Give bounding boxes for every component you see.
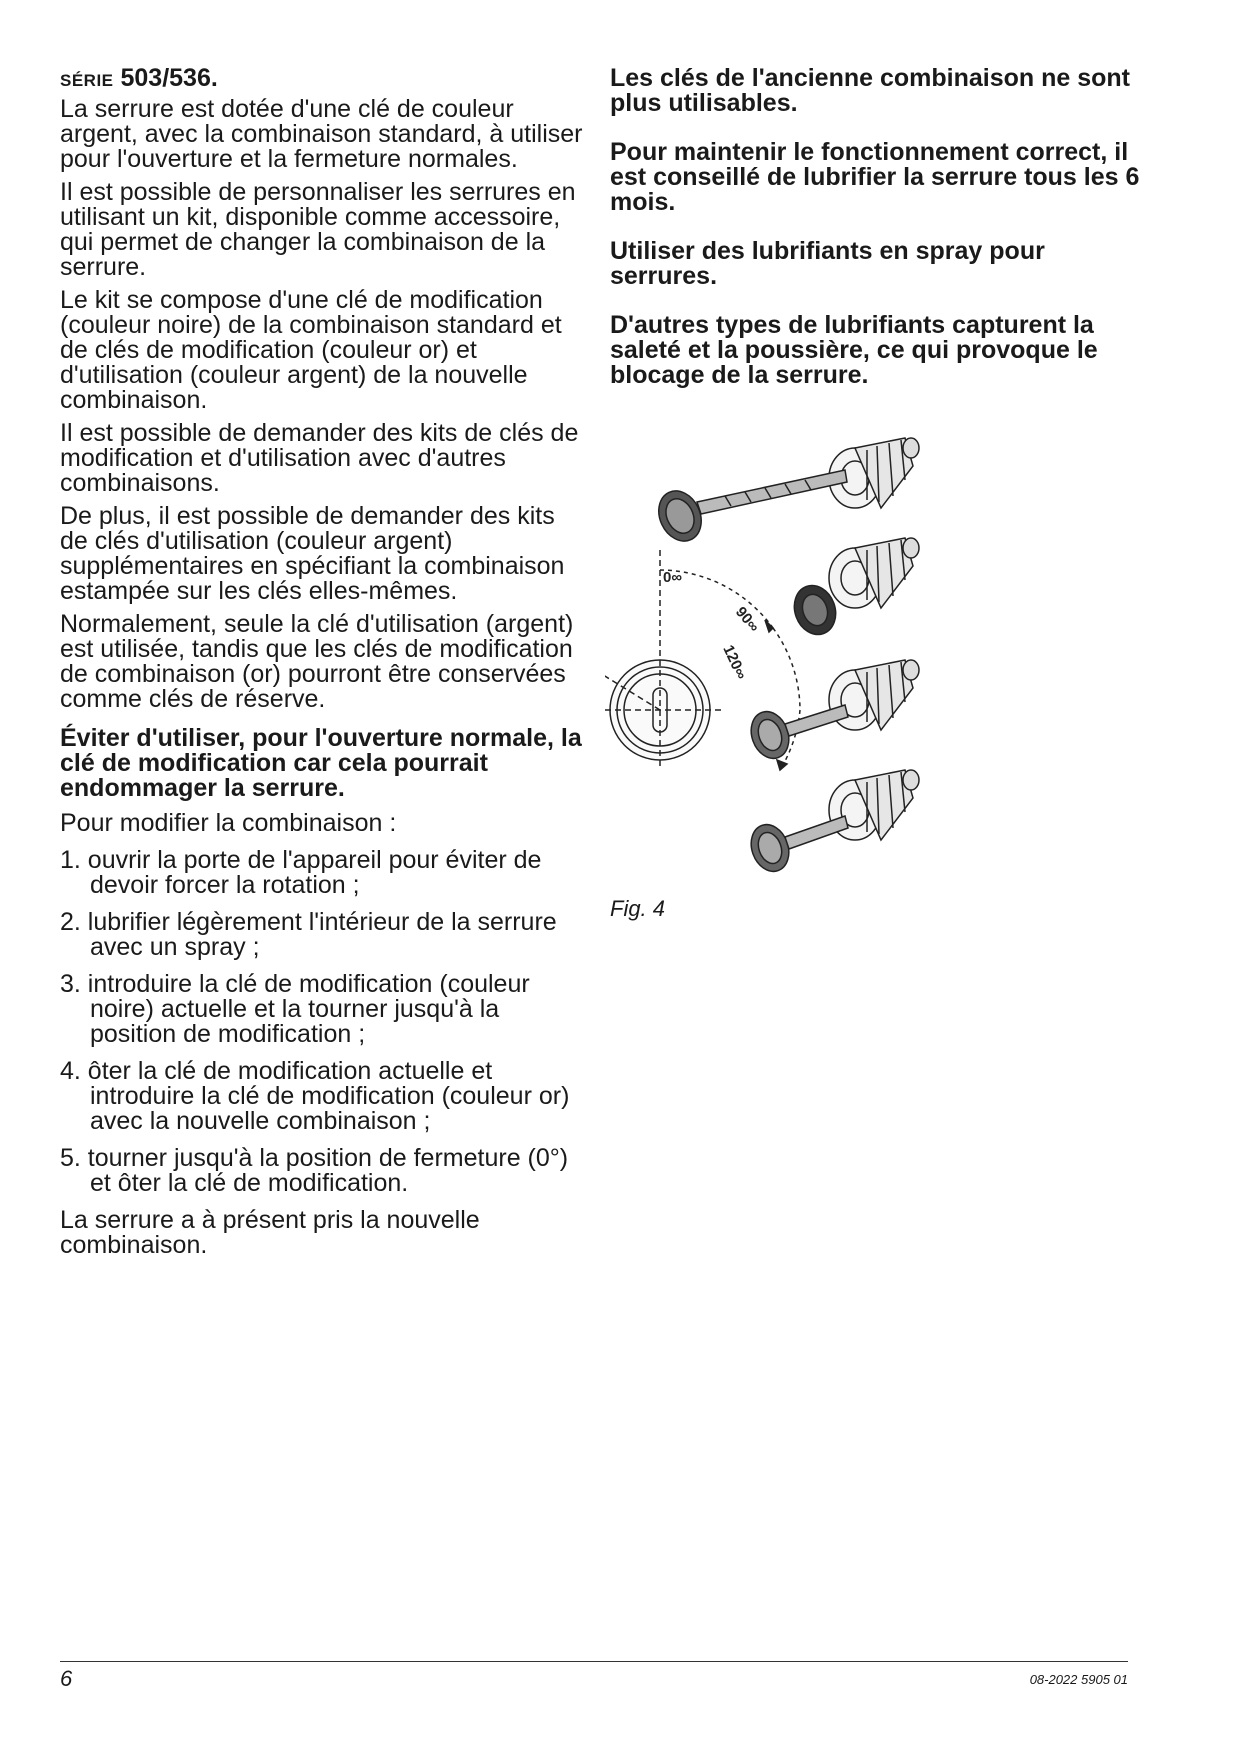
angle-label-120: 120∞ xyxy=(719,642,750,683)
note-dirt: D'autres types de lubrifiants capturent la saleté et la poussière, ce qui provoque le blocage de la serrure. xyxy=(610,311,1098,389)
key-4 xyxy=(745,816,848,877)
paragraph: Le kit se compose d'une clé de modification (couleur noire) de la combinaison standard et de clés de modification (couleur or) et d'utilisation (couleur argent) de la nouvelle combinaison. xyxy=(60,286,562,414)
step-item: 5. tourner jusqu'à la position de fermeture (0°) et ôter la clé de modification. xyxy=(60,1144,569,1197)
angle-label-0: 0∞ xyxy=(663,569,683,586)
conclusion-text: La serrure a à présent pris la nouvelle combinaison. xyxy=(60,1206,480,1259)
figure-caption: Fig. 4 xyxy=(610,896,666,921)
footer-divider xyxy=(60,1661,1128,1662)
angle-label-90: 90∞ xyxy=(731,603,763,636)
step-item: 2. lubrifier légèrement l'intérieur de la serrure avec un spray ; xyxy=(60,908,557,961)
note-lubricate: Pour maintenir le fonctionnement correct, il est conseillé de lubrifier la serrure tous les 6 mois. xyxy=(610,138,1140,216)
series-prefix: SÉRIE xyxy=(60,71,114,90)
paragraph: De plus, il est possible de demander des kits de clés d'utilisation (couleur argent) supplémentaires en spécifiant la combinaison estampée sur les clés elles-mêmes. xyxy=(60,502,565,605)
lock-cylinder-2 xyxy=(829,538,919,608)
lock-illustration xyxy=(605,430,935,890)
paragraph: Il est possible de personnaliser les serrures en utilisant un kit, disponible comme accessoire, qui permet de changer la combinaison de la serrure. xyxy=(60,178,576,281)
document-code: 08-2022 5905 01 xyxy=(1029,1672,1128,1687)
key-1 xyxy=(651,470,847,548)
page-number: 6 xyxy=(60,1666,73,1691)
paragraph: Normalement, seule la clé d'utilisation (argent) est utilisée, tandis que les clés de modification de combinaison (or) pourront être conservées comme clés de réserve. xyxy=(60,610,574,713)
left-column xyxy=(60,66,585,1266)
step-item: 1. ouvrir la porte de l'appareil pour éviter de devoir forcer la rotation ; xyxy=(60,846,542,899)
steps-list xyxy=(60,848,585,1196)
step-item: 3. introduire la clé de modification (couleur noire) actuelle et la tourner jusqu'à la position de modification ; xyxy=(60,970,530,1048)
note-spray: Utiliser des lubrifiants en spray pour serrures. xyxy=(610,237,1045,290)
warning-text: Éviter d'utiliser, pour l'ouverture normale, la clé de modification car cela pourrait endommager la serrure. xyxy=(60,724,582,802)
steps-intro: Pour modifier la combinaison : xyxy=(60,809,397,837)
paragraph: La serrure est dotée d'une clé de couleur argent, avec la combinaison standard, à utiliser pour l'ouverture et la fermeture normales. xyxy=(60,95,583,173)
key-3 xyxy=(745,705,848,764)
right-column xyxy=(610,66,1150,412)
step-item: 4. ôter la clé de modification actuelle et introduire la clé de modification (couleur or) avec la nouvelle combinaison ; xyxy=(60,1057,570,1135)
series-number: 503/536. xyxy=(120,64,218,92)
note-old-keys: Les clés de l'ancienne combinaison ne sont plus utilisables. xyxy=(610,64,1130,117)
paragraph: Il est possible de demander des kits de clés de modification et d'utilisation avec d'autres combinaisons. xyxy=(60,419,579,497)
series-heading xyxy=(60,66,585,93)
